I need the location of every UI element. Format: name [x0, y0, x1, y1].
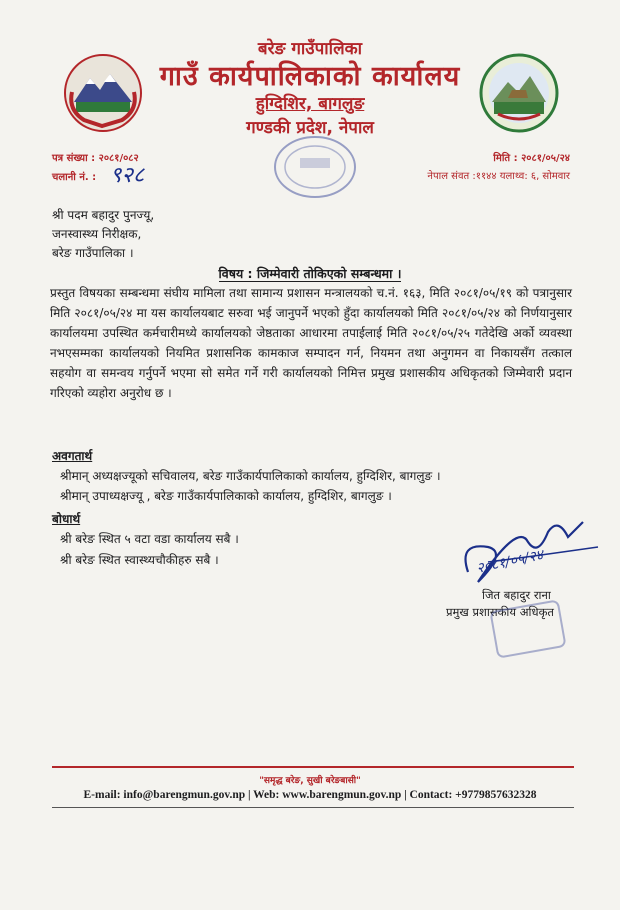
footer-contact: E-mail: info@barengmun.gov.np | Web: www.barengmun.gov.np | Contact: +9779857632328	[83, 789, 537, 801]
action-item: श्री बरेङ स्थित स्वास्थ्यचौकीहरु सबै ।	[60, 553, 219, 567]
office-name: गाउँ कार्यपालिकाको कार्यालय	[159, 61, 461, 92]
nepal-sambat: नेपाल संवत :११४४ यलाथ्व: ६, सोमवार	[427, 171, 570, 182]
letter-number: पत्र संख्या : २०८१/०८२	[52, 153, 139, 164]
dispatch-label: चलानी नं. :	[52, 172, 97, 183]
province-name: गण्डकी प्रदेश, नेपाल	[246, 118, 374, 138]
action-item: श्री बरेङ स्थित ५ वटा वडा कार्यालय सबै ।	[60, 532, 239, 546]
recipient-name: श्री पदम बहादुर पुनज्यू,	[52, 208, 155, 222]
municipality-name: बरेङ गाउँपालिका	[257, 39, 363, 59]
recipient-title: जनस्वास्थ्य निरीक्षक,	[52, 227, 142, 241]
signature-stamp-icon	[488, 598, 568, 660]
footer-slogan: "समृद्ध बरेङ, सुखी बरेङबासी"	[259, 776, 361, 786]
letter-body: प्रस्तुत विषयका सम्बन्धमा संघीय मामिला तथा सामान्य प्रशासन मन्त्रालयको च.नं. १६३, मिति २०८१/०५/१९ को पत्रानुसार मिति २०८१/०५/२४ मा यस कार्यालयबाट सरुवा भई जानुपर्ने भएको हुँदा कार्यालयको मिति २०८१/०५/२४ को निर्णयानुसार कार्यालयमा उपस्थित कर्मचारीमध्ये कार्यालयको जेष्ठताका आधारमा तपाईलाई मिति २०८१/०५/२५ गतेदेखि अर्को व्यवस्था नभएसम्मका कार्यालयको नियमित प्रशासनिक कामकाज सम्पादन गर्न, नियमन तथा अनुगमन वा निकायसँग तत्काल सहयोग वा समन्वय गर्नुपर्ने भएमा सो समेत गर्ने गरी कार्यालयको निमित्त प्रमुख प्रशासकीय अधिकृतको जिम्मेवारी प्रदान गरिएको व्यहोरा अनुरोध छ ।	[50, 286, 572, 400]
signatory-designation: प्रमुख प्रशासकीय अधिकृत	[446, 605, 554, 619]
signatory-name: जित बहादुर राना	[482, 588, 551, 602]
letter-subject: विषय : जिम्मेवारी तोकिएको सम्बन्धमा ।	[218, 266, 402, 281]
office-location: हुग्दिशिर, बागलुङ	[255, 94, 365, 114]
handwritten-date: २०८१/०५/२४	[475, 547, 545, 577]
footer-rule-top	[52, 766, 574, 768]
info-item: श्रीमान् उपाध्यक्षज्यू , बरेङ गाउँकार्यपालिकाको कार्यालय, हुग्दिशिर, बागलुङ ।	[60, 489, 392, 503]
action-label: बोधार्थ	[52, 512, 81, 526]
recipient-org: बरेङ गाउँपालिका ।	[52, 246, 134, 260]
dispatch-number: ९२८	[110, 163, 145, 188]
footer-rule-bottom	[52, 807, 574, 808]
info-item: श्रीमान् अध्यक्षज्यूको सचिवालय, बरेङ गाउँकार्यपालिकाको कार्यालय, हुग्दिशिर, बागलुङ ।	[60, 469, 441, 483]
letter-date: मिति : २०८१/०५/२४	[493, 153, 570, 164]
office-stamp-icon	[270, 132, 360, 202]
info-label: अवगतार्थ	[52, 449, 93, 463]
